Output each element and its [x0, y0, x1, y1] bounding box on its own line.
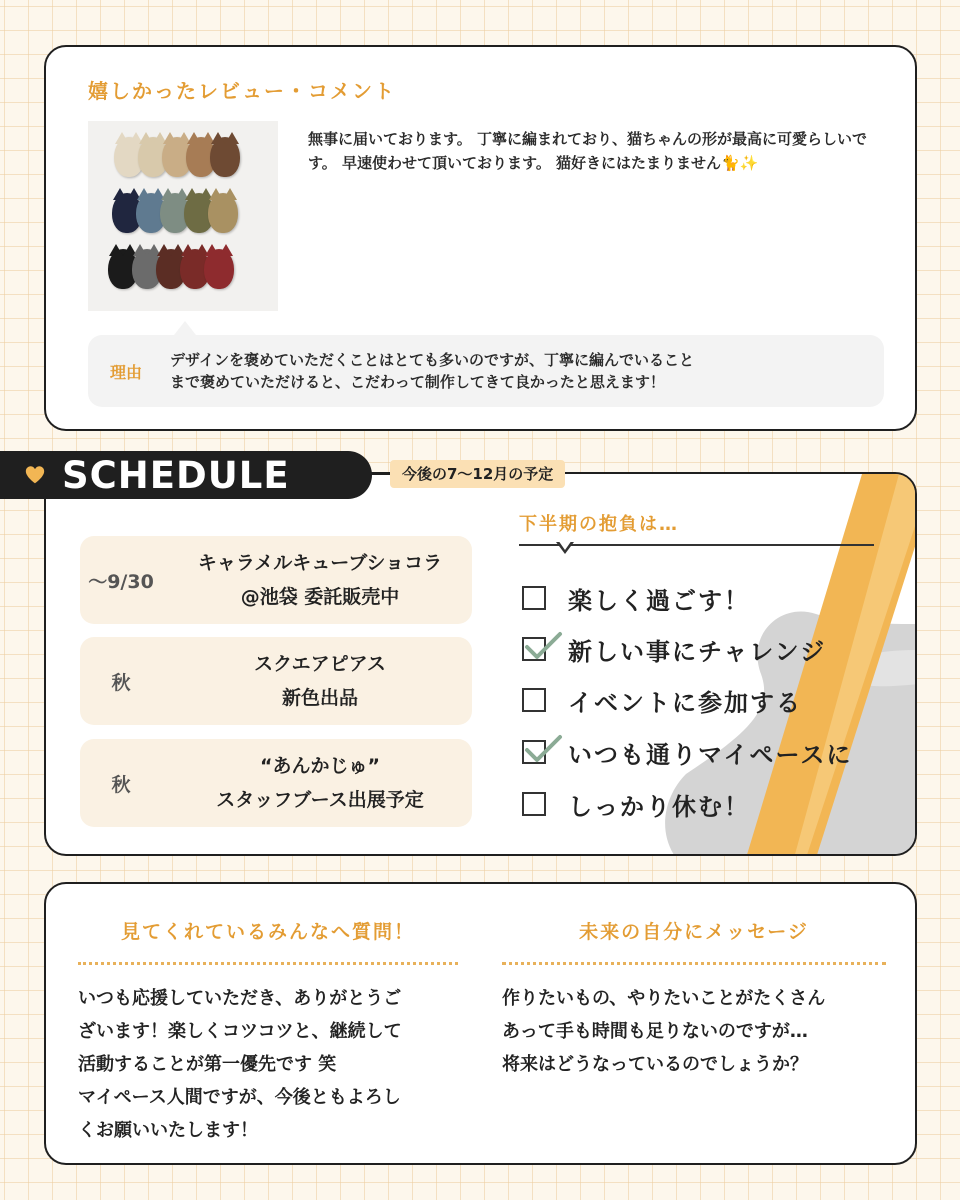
resolution-label: いつも通りマイペースに — [568, 740, 853, 769]
reason-text-line: まで褒めていただけると、こだわって制作してきて良かったと思えます！ — [170, 373, 665, 391]
schedule-line: 新色出品 — [281, 687, 358, 709]
schedule-when: 〜9/30 — [88, 570, 154, 593]
schedule-line: スタッフブース出展予定 — [216, 789, 424, 811]
schedule-period-tag: 今後の7〜12月の予定 — [390, 460, 565, 488]
cat-coaster — [210, 137, 240, 177]
review-comment: 無事に届いております。 丁寧に編まれており、猫ちゃんの形が最高に可愛らしいです。 早速使わせて頂いております。 猫好きにはたまりません🐈✨ — [308, 130, 868, 172]
message-text — [502, 982, 902, 1081]
cat-coaster-photo — [88, 121, 278, 311]
resolution-label: イベントに参加する — [568, 688, 802, 717]
checkmark-icon — [524, 631, 564, 661]
message-line: あって手も時間も足りないのですが… — [502, 1021, 808, 1042]
message-line: 作りたいもの、やりたいことがたくさん — [502, 988, 826, 1009]
message-divider — [502, 962, 886, 965]
resolution-label: 楽しく過ごす！ — [568, 586, 750, 615]
message-line: 将来はどうなっているのでしょうか？ — [502, 1054, 808, 1075]
messages-card — [44, 882, 917, 1165]
message-heading: 未来の自分にメッセージ — [579, 921, 809, 943]
schedule-card — [44, 472, 917, 856]
schedule-what — [172, 637, 468, 725]
question-heading: 見てくれているみんなへ質問！ — [120, 921, 415, 943]
heart-icon — [24, 464, 46, 486]
schedule-title: SCHEDULE — [62, 454, 290, 497]
reason-text — [170, 349, 870, 393]
question-line: 活動することが第一優先です 笑 — [78, 1054, 337, 1075]
resolution-item[interactable] — [522, 631, 826, 667]
resolution-checkbox[interactable] — [522, 792, 546, 816]
resolution-checkbox[interactable] — [522, 740, 546, 764]
schedule-item — [80, 637, 472, 725]
coaster-row — [112, 193, 232, 233]
question-text — [78, 982, 478, 1147]
schedule-banner — [0, 451, 372, 499]
reason-text-line: デザインを褒めていただくことはとても多いのですが、丁寧に編んでいること — [170, 351, 694, 369]
resolution-checkbox[interactable] — [522, 688, 546, 712]
checkmark-icon — [524, 734, 564, 764]
resolution-checkbox[interactable] — [522, 586, 546, 610]
resolution-checkbox[interactable] — [522, 637, 546, 661]
reason-label: 理由 — [110, 363, 143, 382]
resolution-notch — [556, 542, 574, 554]
resolution-label: 新しい事にチャレンジ — [568, 637, 827, 666]
question-divider — [78, 962, 458, 965]
cat-coaster — [208, 193, 238, 233]
schedule-line: @池袋 委託販売中 — [240, 586, 400, 608]
schedule-line: キャラメルキューブショコラ — [197, 552, 443, 574]
schedule-item — [80, 536, 472, 624]
schedule-item — [80, 739, 472, 827]
question-line: いつも応援していただき、ありがとうご — [78, 988, 402, 1009]
resolution-label: しっかり休む！ — [568, 792, 750, 821]
schedule-what — [172, 739, 468, 827]
schedule-line: “あんかじゅ” — [260, 755, 380, 777]
resolution-item[interactable] — [522, 682, 802, 718]
question-line: ざいます！楽しくコツコツと、継続して — [78, 1021, 402, 1042]
schedule-what — [172, 536, 468, 624]
resolution-heading: 下半期の抱負は… — [519, 514, 679, 535]
schedule-line: スクエアピアス — [254, 653, 386, 675]
question-line: くお願いいたします！ — [78, 1120, 258, 1141]
reason-box — [88, 335, 884, 407]
schedule-when: 秋 — [111, 773, 131, 796]
resolution-item[interactable] — [522, 734, 852, 770]
coaster-row — [114, 137, 234, 177]
tag-connector — [368, 473, 392, 475]
resolution-item[interactable] — [522, 580, 750, 616]
question-line: マイペース人間ですが、今後ともよろし — [78, 1087, 401, 1108]
coaster-row — [108, 249, 228, 289]
cat-coaster — [204, 249, 234, 289]
schedule-when: 秋 — [111, 671, 131, 694]
review-title: 嬉しかったレビュー・コメント — [88, 79, 396, 103]
review-card — [44, 45, 917, 431]
resolution-item[interactable] — [522, 786, 750, 822]
